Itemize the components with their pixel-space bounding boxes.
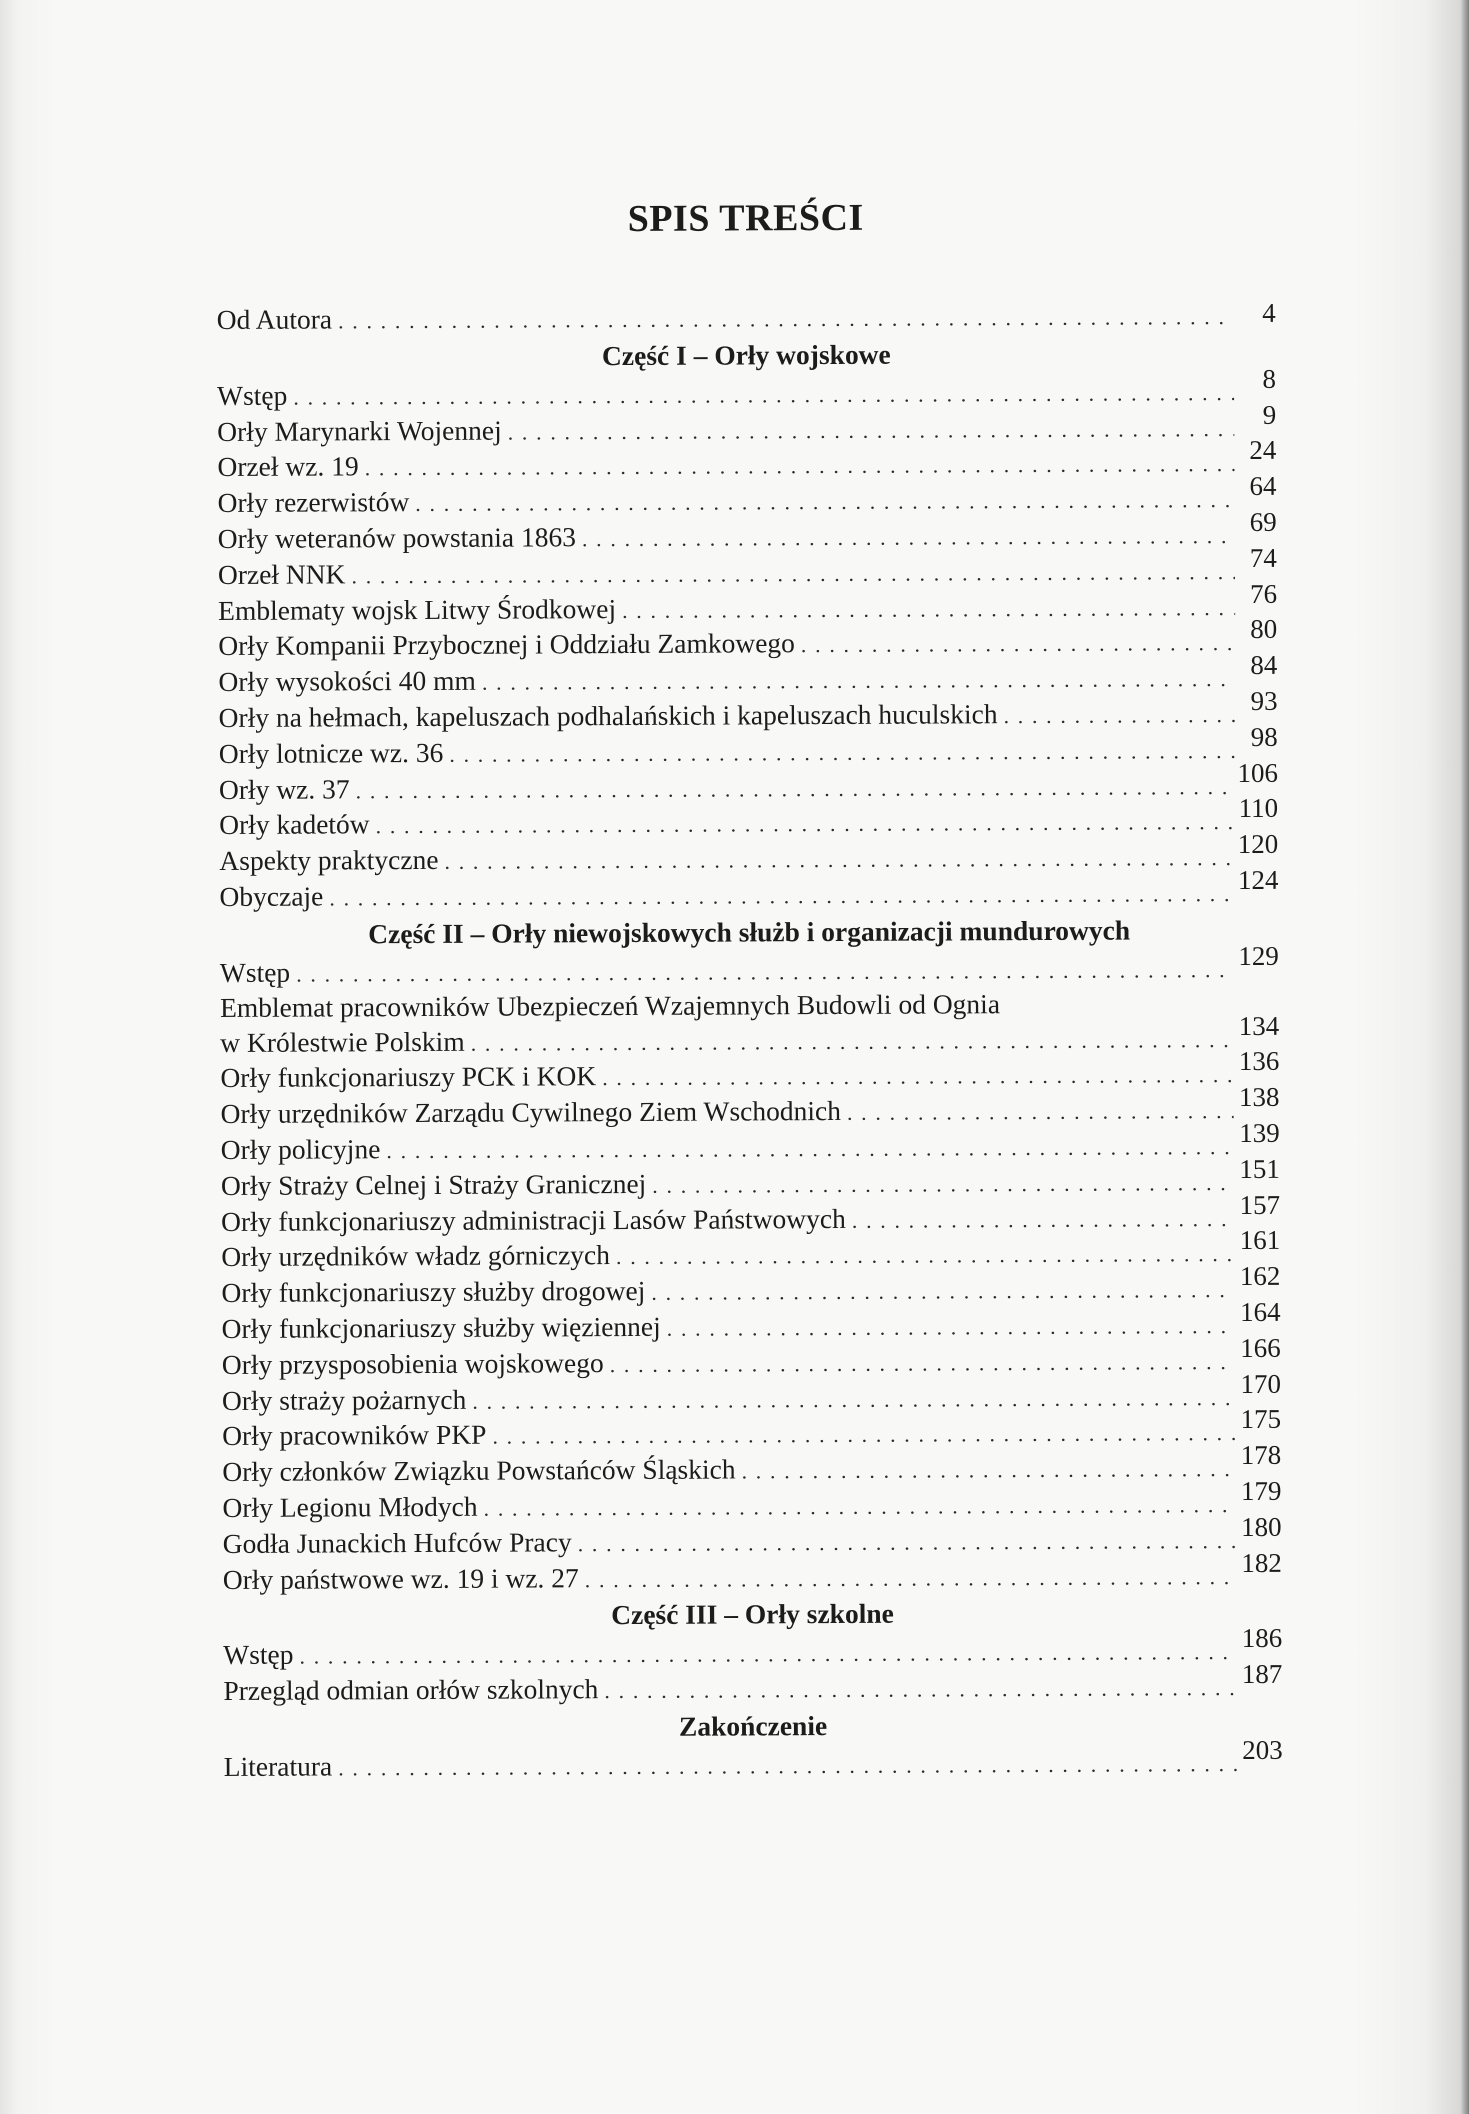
toc-entry-page: 179 <box>1240 1475 1282 1506</box>
section-heading: Część I – Orły wojskowe <box>601 338 891 371</box>
dot-leader <box>652 1165 1233 1204</box>
section-heading: Część III – Orły szkolne <box>611 1598 894 1631</box>
toc-entry-page: 175 <box>1240 1404 1282 1435</box>
part2-entries <box>220 1046 1282 1597</box>
toc-entry-page: 170 <box>1240 1368 1281 1399</box>
toc-entry-label: Orły urzędników władz górniczych <box>221 1239 611 1273</box>
toc-entry <box>217 435 1277 485</box>
toc-entry-page: 180 <box>1241 1511 1282 1542</box>
dot-leader <box>296 952 1232 992</box>
toc-entry <box>218 649 1278 700</box>
toc-entry <box>223 1734 1283 1785</box>
toc-entry <box>218 757 1278 807</box>
toc-entry-page: 84 <box>1250 649 1278 681</box>
toc-entry-label: Wstęp <box>223 1638 294 1671</box>
toc-entry-page: 24 <box>1249 435 1277 466</box>
toc-entry <box>217 471 1277 521</box>
toc-entry <box>219 828 1279 879</box>
toc-entry <box>221 1260 1281 1311</box>
toc-entry-page: 136 <box>1238 1046 1280 1077</box>
page-title: SPIS TREŚCI <box>627 196 864 240</box>
toc-entry <box>217 542 1277 593</box>
toc-entry-page: 129 <box>1238 940 1279 971</box>
part1-entries <box>216 363 1279 915</box>
dot-leader <box>602 1057 1233 1096</box>
toc-entry-page: 203 <box>1242 1734 1283 1765</box>
toc-entry-label: Orły członków Związku Powstańców Śląskich <box>222 1453 736 1488</box>
dot-leader <box>616 1236 1234 1275</box>
toc-entry-page: 9 <box>1262 399 1277 430</box>
toc-entry-page: 161 <box>1239 1225 1281 1256</box>
toc-entry-label: Obyczaje <box>219 880 324 912</box>
toc-entry-label: Orły wz. 37 <box>218 772 350 805</box>
toc-entry-label: Orły państwowe wz. 19 i wz. 27 <box>222 1561 579 1595</box>
toc-entry-label: Wstęp <box>219 956 291 988</box>
dot-leader <box>847 1093 1233 1131</box>
toc-entry-label: Orły rezerwistów <box>217 486 410 519</box>
toc-entry-label: Orły Kompanii Przybocznej i Oddziału Zamkowego <box>218 627 795 662</box>
dot-leader <box>329 876 1232 916</box>
toc-entry-label: Orzeł wz. 19 <box>217 450 359 483</box>
toc-entry-label: Orły funkcjonariuszy administracji Lasów Państwowych <box>221 1202 846 1237</box>
toc-entry-page: 186 <box>1241 1623 1283 1654</box>
dot-leader <box>651 1272 1234 1311</box>
toc-entry-page: 134 <box>1238 1010 1280 1041</box>
dot-leader <box>622 590 1235 629</box>
toc-entry <box>216 363 1277 414</box>
toc-entry <box>222 1547 1282 1597</box>
toc-entry-page: 187 <box>1241 1658 1283 1690</box>
toc-entry <box>222 1439 1282 1490</box>
dot-leader <box>585 1559 1236 1598</box>
dot-leader <box>667 1308 1235 1347</box>
toc-entry-page: 74 <box>1249 542 1277 573</box>
toc-entry <box>220 1117 1280 1168</box>
toc-entry-label: Literatura <box>223 1750 333 1782</box>
toc-entry <box>219 793 1279 843</box>
toc-entry-page: 178 <box>1240 1439 1282 1471</box>
toc-entry-label: Orły funkcjonariuszy służby drogowej <box>221 1275 646 1309</box>
toc-entry <box>222 1404 1282 1454</box>
toc-entry <box>218 685 1278 736</box>
toc-entry-label-line: Emblemat pracowników Ubezpieczeń Wzajemnych Budowli od Ognia <box>219 987 1001 1023</box>
section-heading: Część II – Orły niewojskowych służb i organizacji mundurowych <box>368 914 1131 950</box>
dot-leader <box>338 1746 1236 1786</box>
toc-entry-label: Orły weteranów powstania 1863 <box>217 521 577 554</box>
toc-entry <box>219 940 1279 991</box>
toc-entry <box>217 297 1276 338</box>
toc-entry-page: 80 <box>1250 614 1278 645</box>
toc-entry-label: Orły Straży Celnej i Straży Granicznej <box>220 1167 647 1201</box>
toc-entry <box>221 1368 1281 1418</box>
toc-entry-page: 76 <box>1249 578 1278 609</box>
toc-entry <box>221 1225 1281 1275</box>
toc-entry-label: Orły urzędników Zarządu Cywilnego Ziem Wschodnich <box>220 1095 842 1130</box>
toc-entry-page: 106 <box>1237 757 1278 788</box>
toc-entry-page: 120 <box>1237 828 1279 860</box>
toc-entry-page: 157 <box>1239 1189 1281 1220</box>
toc-entry <box>221 1332 1281 1383</box>
toc-entry-page: 69 <box>1249 506 1277 537</box>
toc-entry <box>220 1010 1280 1060</box>
dot-leader <box>852 1201 1234 1239</box>
toc-entry <box>220 1046 1280 1096</box>
dot-leader <box>338 299 1234 339</box>
toc-entry-page: 138 <box>1238 1081 1280 1113</box>
toc-entry-label: Orzeł NNK <box>217 558 346 590</box>
toc-entry-label: Orły policyjne <box>220 1133 381 1165</box>
toc-entry-label: Orły pracowników PKP <box>222 1419 487 1452</box>
toc-entry-label: w Królestwie Polskim <box>220 1025 465 1058</box>
toc-entry <box>217 506 1277 557</box>
toc-entry-page: 139 <box>1239 1117 1280 1148</box>
toc-entry-page: 4 <box>1262 297 1276 328</box>
toc-entry-page: 182 <box>1241 1547 1282 1578</box>
toc-entry-page: 164 <box>1239 1296 1281 1327</box>
dot-leader <box>801 625 1236 663</box>
toc-entry-page: 64 <box>1249 471 1277 502</box>
toc-entry-label: Orły Marynarki Wojennej <box>217 414 502 447</box>
dot-leader <box>582 518 1235 557</box>
toc-entry <box>217 399 1277 449</box>
toc-entry <box>218 721 1278 772</box>
table-of-contents <box>216 173 1283 1785</box>
toc-entry-page: 8 <box>1262 363 1277 394</box>
section-heading: Zakończenie <box>678 1709 828 1742</box>
toc-entry-label: Orły funkcjonariuszy służby więziennej <box>221 1310 661 1344</box>
toc-entry <box>219 864 1279 915</box>
dot-leader <box>604 1670 1236 1709</box>
toc-entry-page: 98 <box>1250 721 1278 752</box>
toc-entry-label: Godła Junackich Hufców Pracy <box>222 1525 572 1559</box>
toc-entry-label: Orły Legionu Młodych <box>222 1490 478 1523</box>
toc-entry <box>221 1296 1281 1347</box>
toc-entry-page: 162 <box>1239 1260 1281 1292</box>
toc-list <box>217 297 1283 1785</box>
toc-entry <box>218 578 1278 628</box>
toc-entry <box>223 1623 1283 1673</box>
toc-entry <box>220 1081 1280 1132</box>
toc-entry-label: Orły funkcjonariuszy PCK i KOK <box>220 1060 597 1094</box>
toc-entry <box>222 1475 1282 1526</box>
dot-leader <box>578 1523 1236 1562</box>
toc-entry-label: Orły wysokości 40 mm <box>218 664 476 698</box>
toc-entry-label: Od Autora <box>216 303 333 335</box>
toc-entry-label: Przegląd odmian orłów szkolnych <box>223 1673 599 1707</box>
toc-entry-page: 93 <box>1250 685 1278 716</box>
toc-entry <box>218 614 1278 664</box>
toc-entry-label: Orły na hełmach, kapeluszach podhalańskich i kapeluszach huculskich <box>218 698 998 733</box>
toc-entry-label: Orły straży pożarnych <box>221 1383 467 1416</box>
toc-entry-label: Orły kadetów <box>219 808 370 841</box>
toc-entry <box>222 1511 1282 1562</box>
toc-entry <box>220 1153 1280 1204</box>
toc-entry-label: Wstęp <box>216 379 288 411</box>
dot-leader <box>1003 697 1235 734</box>
toc-entry-page: 110 <box>1238 793 1279 824</box>
dot-leader <box>741 1451 1234 1489</box>
closing-entries <box>223 1734 1283 1785</box>
toc-entry-label: Emblematy wojsk Litwy Środkowej <box>218 592 617 626</box>
toc-entry-page: 151 <box>1239 1153 1280 1184</box>
toc-entry-page: 166 <box>1240 1332 1281 1363</box>
toc-entry-label: Orły przysposobienia wojskowego <box>221 1346 604 1380</box>
dot-leader <box>610 1344 1235 1383</box>
toc-entry-label: Aspekty praktyczne <box>219 844 439 877</box>
toc-entry-label: Orły lotnicze wz. 36 <box>218 736 444 769</box>
toc-entry <box>223 1658 1283 1709</box>
part3-entries <box>223 1623 1283 1709</box>
toc-entry <box>221 1189 1281 1239</box>
toc-entry-page: 124 <box>1237 864 1279 895</box>
